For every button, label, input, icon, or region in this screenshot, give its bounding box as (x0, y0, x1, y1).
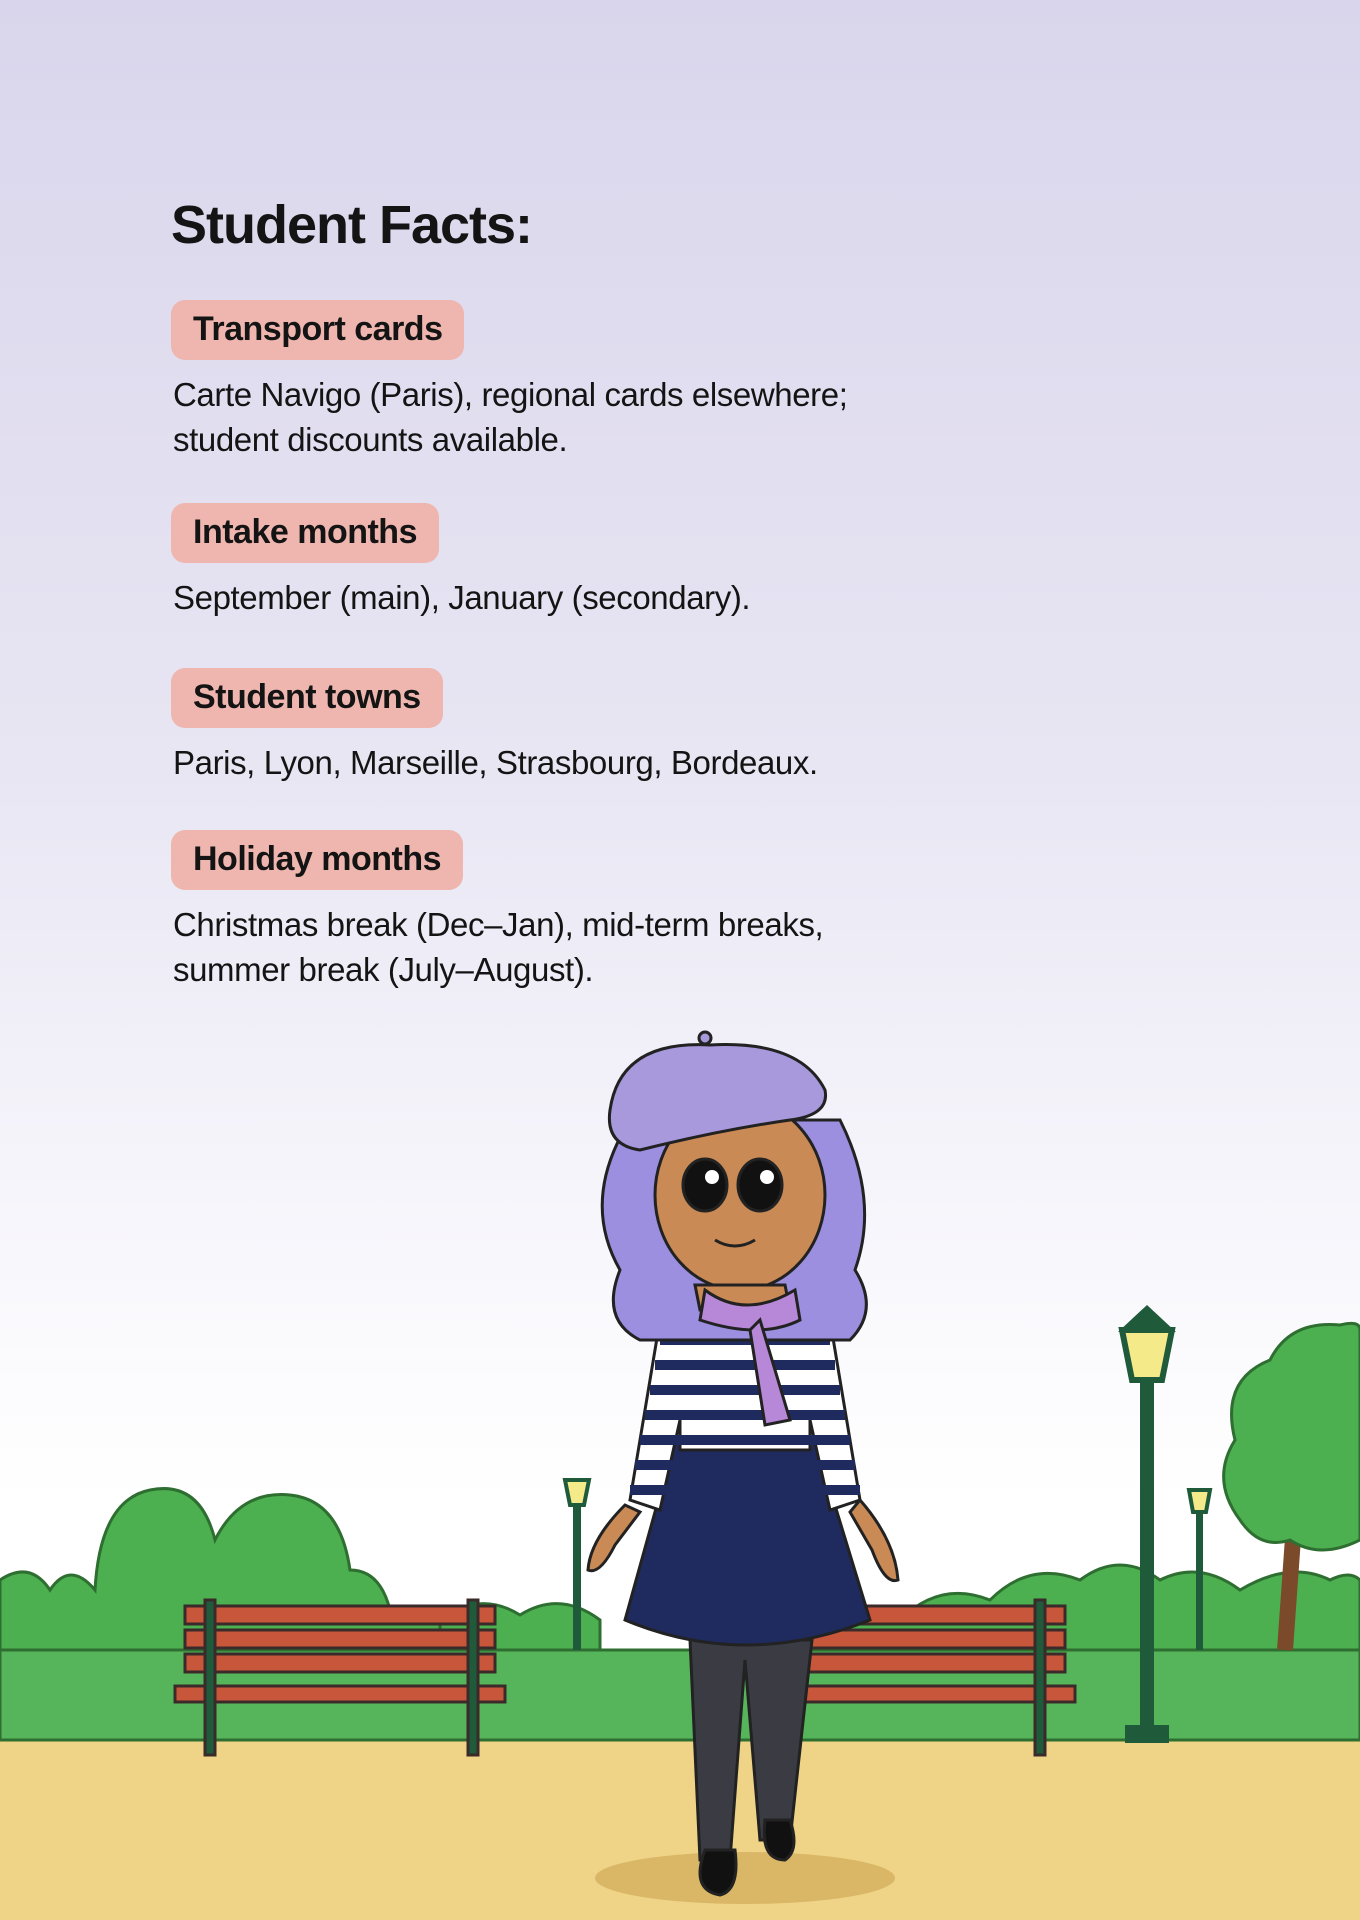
fact-description-line: summer break (July–August). (173, 951, 594, 988)
fact-student-towns (171, 668, 933, 785)
park-bench-icon (175, 1600, 1075, 1755)
fact-description-line: Carte Navigo (Paris), regional cards elsewhere; (173, 376, 848, 413)
fact-label: Transport cards (171, 300, 464, 360)
street-lamp-icon (565, 1305, 1210, 1743)
tree-icon (1224, 1323, 1360, 1650)
student-facts-section (171, 190, 1071, 988)
fact-description-line: Christmas break (Dec–Jan), mid-term breaks, (173, 906, 824, 943)
fact-label: Intake months (171, 503, 439, 563)
fact-label: Student towns (171, 668, 443, 728)
fact-label: Holiday months (171, 830, 463, 890)
fact-description (173, 575, 933, 620)
hedge (0, 1650, 1360, 1740)
fact-description (173, 740, 933, 785)
fact-description-line: Paris, Lyon, Marseille, Strasbourg, Bordeaux. (173, 744, 818, 781)
bush-icon (0, 1489, 1360, 1740)
ground (0, 1735, 1360, 1920)
girl-in-beret-illustration (588, 1032, 898, 1904)
fact-description (173, 902, 933, 992)
fact-description-line: student discounts available. (173, 421, 568, 458)
fact-holiday-months (171, 830, 933, 992)
fact-transport-cards (171, 300, 933, 462)
page-title: Student Facts: (171, 195, 533, 255)
fact-description (173, 372, 933, 462)
fact-description-line: September (main), January (secondary). (173, 579, 751, 616)
fact-intake-months (171, 503, 933, 620)
